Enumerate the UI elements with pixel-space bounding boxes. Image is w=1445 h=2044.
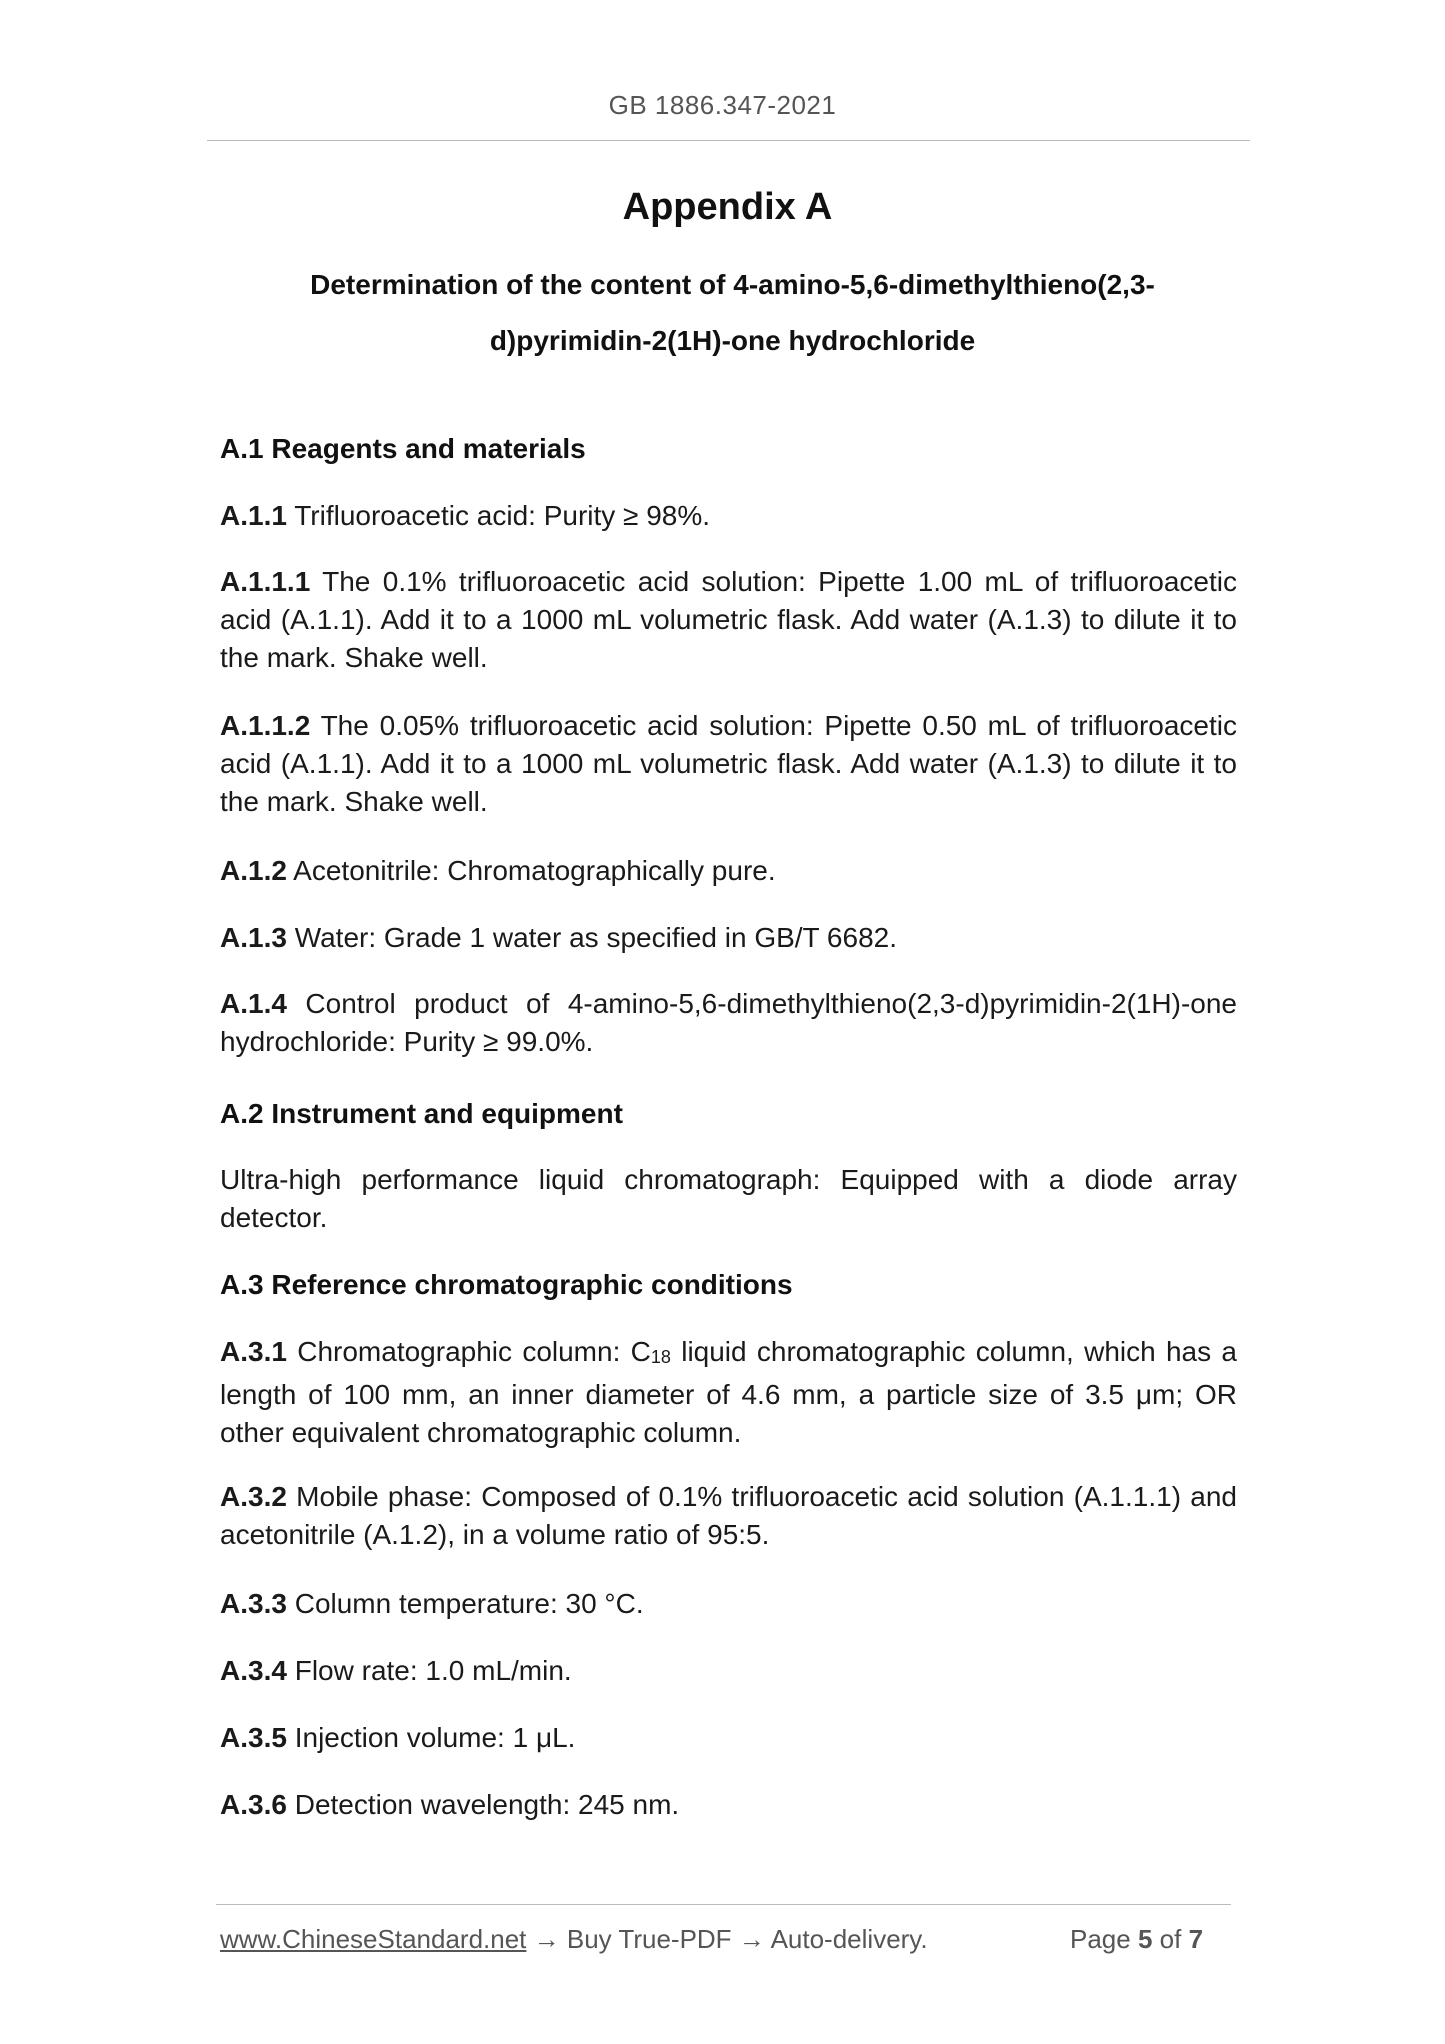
clause-number: A.3.2 [220,1481,287,1512]
clause-a2-text: Ultra-high performance liquid chromatograph: Equipped with a diode array detector. [220,1164,1237,1233]
page-total: 7 [1188,1924,1204,1954]
section-heading-a1: A.1 Reagents and materials [220,433,586,464]
clause-a1-2 [220,852,1237,890]
clause-number: A.1.1.1 [220,566,311,597]
clause-a3-2 [220,1478,1237,1554]
clause-a1-4 [220,985,1237,1061]
clause-text: Control product of 4-amino-5,6-dimethylthieno(2,3-d)pyrimidin-2(1H)-one hydrochloride: Purity ≥ 99.0%. [220,988,1237,1057]
page-label: Page [1070,1924,1138,1954]
clause-number: A.3.6 [220,1789,287,1820]
footer-tagline: → Buy True-PDF → Auto-delivery. [526,1924,928,1954]
clause-number: A.3.1 [220,1336,287,1367]
clause-a3-6 [220,1786,1237,1824]
clause-number: A.1.3 [220,922,287,953]
clause-text: Flow rate: 1.0 mL/min. [286,1655,572,1686]
clause-text: Injection volume: 1 μL. [286,1722,576,1753]
clause-text: liquid chromatographic column, which has a length of 100 mm, an inner diameter of 4.6 mm, a particle size of 3.5 μm; OR other equivalent chromatographic column. [220,1336,1238,1448]
appendix-title: Appendix A [622,186,833,228]
page-header: GB 1886.347-2021 [608,90,837,120]
clause-number: A.1.2 [220,855,287,886]
clause-text: Detection wavelength: 245 nm. [286,1789,680,1820]
clause-text: Mobile phase: Composed of 0.1% trifluoroacetic acid solution (A.1.1.1) and acetonitrile (A.1.2), in a volume ratio of 95:5. [220,1481,1237,1550]
clause-a1-1-2 [220,707,1237,821]
clause-text: Water: Grade 1 water as specified in GB/T 6682. [286,922,898,953]
clause-text: The 0.05% trifluoroacetic acid solution: Pipette 0.50 mL of trifluoroacetic acid (A.1.1). Add it to a 1000 mL volumetric flask. Add water (A.1.3) to dilute it to the mark. Shake well. [220,710,1237,817]
clause-a1-3 [220,919,1237,957]
website-link[interactable]: www.ChineseStandard.net [220,1924,527,1954]
page-number: 5 [1137,1924,1153,1954]
appendix-subtitle: Determination of the content of 4-amino-5,6-dimethylthieno(2,3-d)pyrimidin-2(1H)-one hydrochloride [310,269,1155,356]
subscript: 18 [650,1347,671,1367]
clause-a3-4 [220,1652,1237,1690]
clause-text: Trifluoroacetic acid: Purity ≥ 98%. [286,500,711,531]
section-heading-a3: A.3 Reference chromatographic conditions [220,1269,793,1300]
clause-text: Acetonitrile: Chromatographically pure. [286,855,776,886]
clause-number: A.1.1 [220,500,287,531]
footer-link-area [220,1924,928,1955]
clause-a1-1-1 [220,563,1237,677]
clause-a1-1 [220,497,1237,535]
footer-divider [216,1904,1231,1905]
header-divider [207,140,1250,141]
page-indicator [1070,1924,1203,1955]
section-heading-a2: A.2 Instrument and equipment [220,1098,623,1129]
clause-number: A.3.5 [220,1722,287,1753]
of-label: of [1152,1924,1189,1954]
clause-a3-1 [220,1333,1237,1452]
clause-number: A.1.1.2 [220,710,311,741]
clause-a3-5 [220,1719,1237,1757]
clause-number: A.3.3 [220,1588,287,1619]
clause-text: The 0.1% trifluoroacetic acid solution: Pipette 1.00 mL of trifluoroacetic acid (A.1.1). Add it to a 1000 mL volumetric flask. Add water (A.1.3) to dilute it to the mark. Shake well. [220,566,1237,673]
clause-number: A.3.4 [220,1655,287,1686]
clause-text: Column temperature: 30 °C. [286,1588,644,1619]
clause-text: Chromatographic column: C [286,1336,651,1367]
clause-number: A.1.4 [220,988,287,1019]
clause-a3-3 [220,1585,1237,1623]
